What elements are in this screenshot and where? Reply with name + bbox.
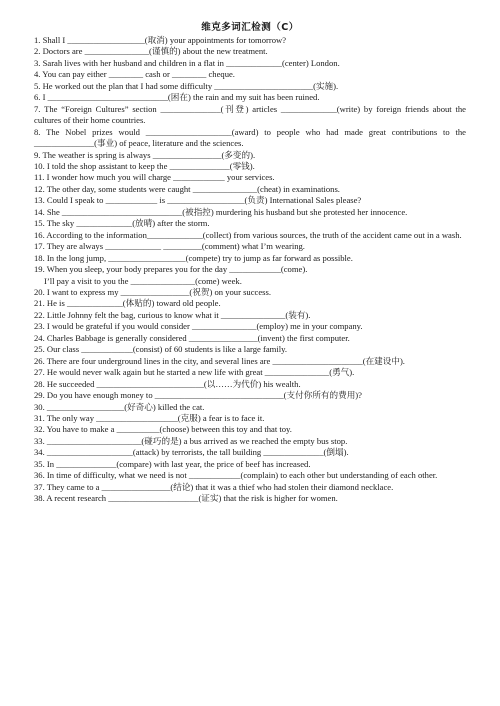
question-10: 10. I told the shop assistant to keep the ______________(零钱).: [34, 160, 255, 171]
question-29: 29. Do you have enough money to ______________________________(支付你所有的费用)?: [34, 390, 362, 401]
question-23: 23. I would be grateful if you would consider _______________(employ) me in your company.: [34, 321, 363, 332]
question-6: 6. I ____________________________(困在) the rain and my suit has been ruined.: [34, 92, 320, 103]
question-22: 22. Little Johnny felt the bag, curious to know what it _______________(装有).: [34, 309, 311, 320]
question-21: 21. He is _____________(体贴的) toward old people.: [34, 298, 221, 309]
question-9: 9. The weather is spring is always ________________(多变的).: [34, 149, 256, 160]
question-26: 26. There are four underground lines in the city, and several lines are _____________________(在建设中).: [34, 355, 405, 366]
question-32: 32. You have to make a __________(choose) between this toy and that toy.: [34, 424, 292, 435]
question-7: 7. The “Foreign Cultures” section ______________(刊登) articles _____________(write) by foreign friends about the cultures of their home countries.: [34, 103, 466, 126]
question-24: 24. Charles Babbage is generally considered ________________(invent) the first computer.: [34, 332, 350, 343]
question-31: 31. The only way ___________________(克服) a fear is to face it.: [34, 412, 265, 423]
question-34: 34. ____________________(attack) by terrorists, the tall building ______________(倒塌).: [34, 447, 349, 458]
question-3: 3. Sarah lives with her husband and children in a flat in _____________(center) London.: [34, 57, 340, 68]
question-8: 8. The Nobel prizes would ____________________(award) to people who had made great contributions to the ______________(事业) of peace, literature and the sciences.: [34, 126, 466, 149]
question-13: 13. Could I speak to ____________ is __________________(负责) International Sales please?: [34, 195, 362, 206]
question-36: 36. In time of difficulty, what we need is not ____________(complain) to each other but understanding of each other.: [34, 470, 438, 481]
document-title: 维克多词汇检测（C）: [201, 22, 299, 33]
question-12: 12. The other day, some students were caught _______________(cheat) in examinations.: [34, 183, 340, 194]
question-38: 38. A recent research _____________________(证实) that the risk is higher for women.: [34, 493, 338, 504]
question-19: 19. When you sleep, your body prepares you for the day ____________(come).: [34, 264, 308, 275]
question-11: 11. I wonder how much you will charge ____________ your services.: [34, 172, 275, 183]
question-15: 15. The sky _____________(放晴) after the storm.: [34, 218, 210, 229]
question-20: 20. I want to express my ________________(祝贺) on your success.: [34, 286, 272, 297]
question-2: 2. Doctors are _______________(谨慎的) about the new treatment.: [34, 46, 268, 57]
question-19-continuation: I’ll pay a visit to you the _______________(come) week.: [44, 275, 242, 286]
question-5: 5. He worked out the plan that I had some difficulty _______________________(实施).: [34, 80, 339, 91]
question-4: 4. You can pay either ________ cash or ________ cheque.: [34, 69, 235, 80]
question-28: 28. He succeeded _________________________(以……为代价) his wealth.: [34, 378, 301, 389]
question-25: 25. Our class ____________(consist) of 60 students is like a large family.: [34, 344, 287, 355]
question-30: 30. __________________(好奇心) killed the cat.: [34, 401, 205, 412]
question-18: 18. In the long jump, __________________(compete) try to jump as far forward as possible.: [34, 252, 353, 263]
question-37: 37. They came to a ________________(结论) that it was a thief who had stolen their diamond necklace.: [34, 481, 394, 492]
question-33: 33. ______________________(碰巧的是) a bus arrived as we reached the empty bus stop.: [34, 435, 348, 446]
question-1: 1. Shall I __________________(取消) your appointments for tomorrow?: [34, 35, 287, 45]
question-35: 35. In ______________(compare) with last year, the price of beef has increased.: [34, 458, 311, 469]
question-27: 27. He would never walk again but he started a new life with great _______________(勇气).: [34, 367, 355, 378]
question-16: 16. According to the information_____________(collect) from various sources, the truth of the accident came out in a wash.: [34, 229, 462, 240]
question-14: 14. She ____________________________(被指控) murdering his husband but she protested her innocence.: [34, 206, 408, 217]
question-17: 17. They are always _____________ _________(comment) what I’m wearing.: [34, 241, 305, 252]
